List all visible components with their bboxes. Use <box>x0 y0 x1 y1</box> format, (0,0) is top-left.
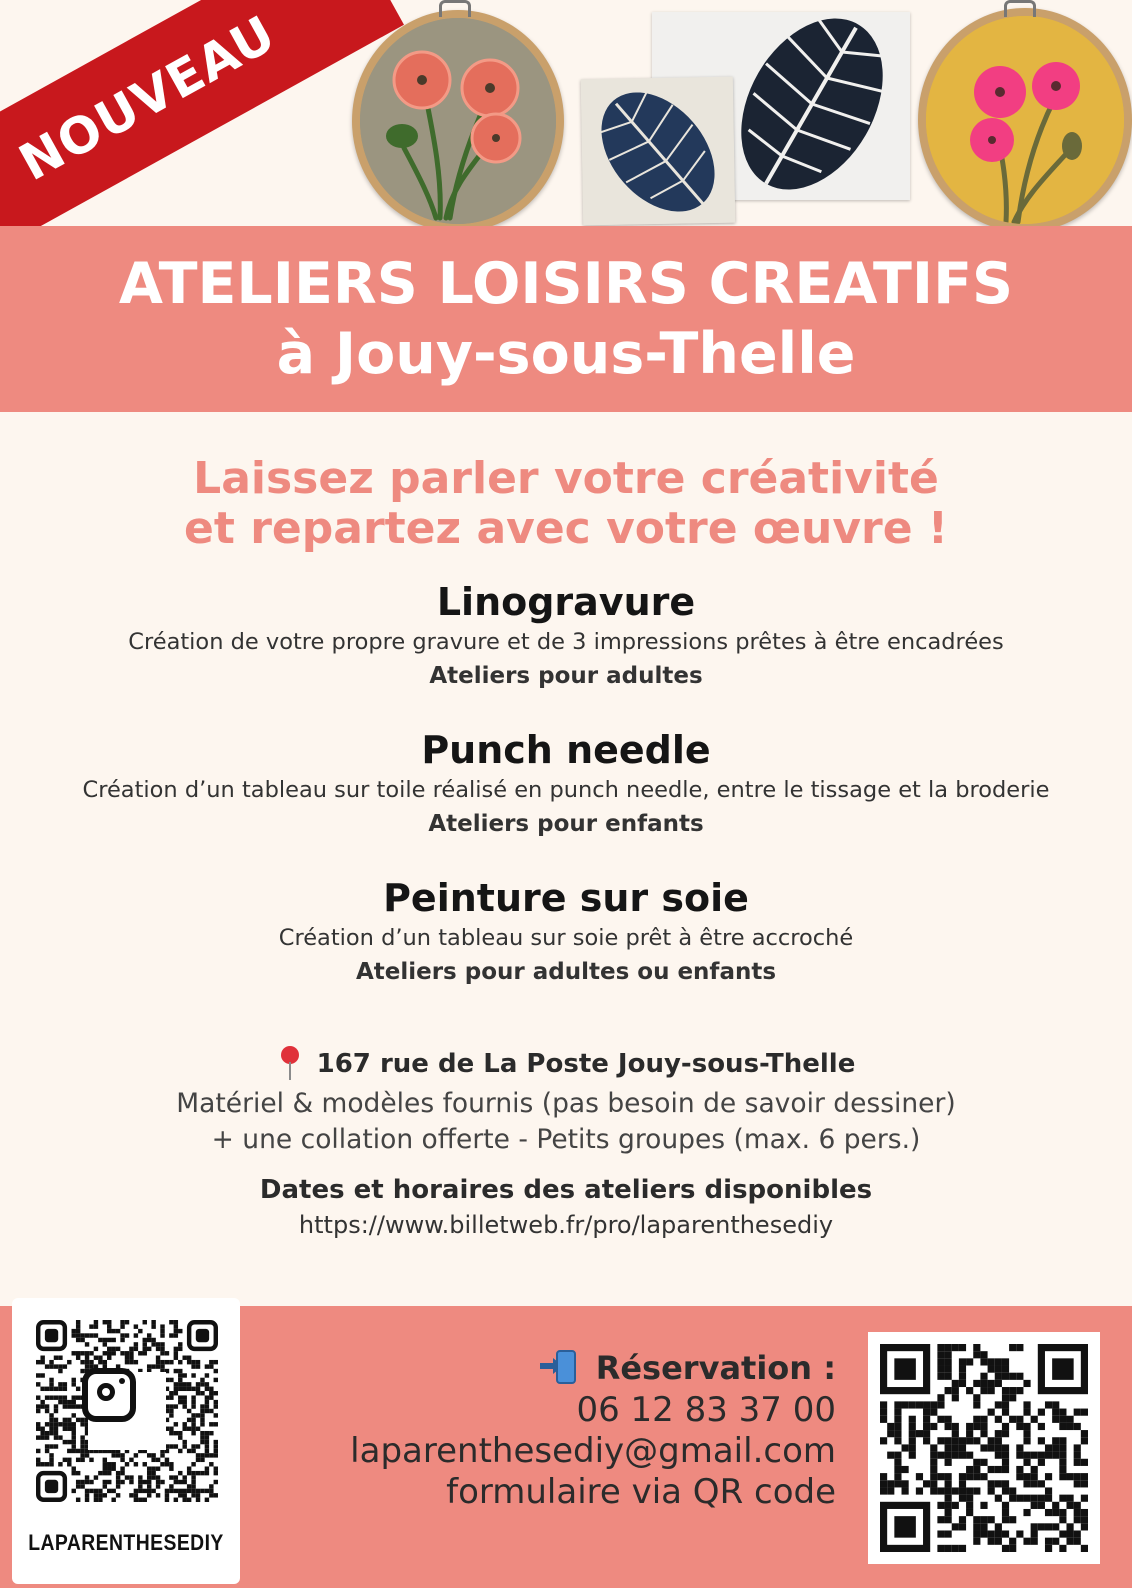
workshop-audience: Ateliers pour adultes ou enfants <box>355 959 777 985</box>
workshop-title: Linogravure <box>436 580 696 624</box>
workshop-description: Création de votre propre gravure et de 3 impressions prêtes à être encadrées <box>128 629 1004 655</box>
workshop-audience: Ateliers pour adultes <box>429 663 703 689</box>
workshop-description: Création d’un tableau sur soie prêt à être accroché <box>278 925 854 951</box>
booking-url-link[interactable]: https://www.billetweb.fr/pro/laparenthesediy <box>298 1211 834 1239</box>
booking-form-qr-card[interactable] <box>868 1332 1100 1564</box>
reservation-title-row <box>350 1346 836 1390</box>
group-info: + une collation offerte - Petits groupes (max. 6 pers.) <box>211 1124 921 1155</box>
hoop-hanger-icon <box>1004 0 1036 17</box>
workshop-audience: Ateliers pour enfants <box>428 811 704 837</box>
title-banner <box>0 226 1132 412</box>
materials-info: Matériel & modèles fournis (pas besoin de savoir dessiner) <box>176 1088 956 1119</box>
workshop-silk-painting <box>0 874 1132 990</box>
workshop-punch-needle <box>0 726 1132 842</box>
workshop-title: Peinture sur soie <box>383 876 749 920</box>
reservation-title: Réservation : <box>595 1349 836 1387</box>
address: 167 rue de La Poste Jouy-sous-Thelle <box>316 1049 856 1079</box>
hoop-hanger-icon <box>439 0 471 17</box>
silk-painting-poppies-photo <box>918 8 1132 232</box>
booking-form-qr-code[interactable] <box>880 1344 1088 1552</box>
address-row <box>0 1046 1132 1082</box>
instagram-card[interactable] <box>12 1298 240 1584</box>
reservation-block <box>350 1346 836 1513</box>
instagram-handle: LAPARENTHESEDIY <box>28 1530 224 1555</box>
dates-heading: Dates et horaires des ateliers disponibles <box>259 1175 873 1205</box>
workshop-linogravure <box>0 578 1132 694</box>
workshop-title: Punch needle <box>421 728 711 772</box>
instagram-icon <box>82 1368 136 1422</box>
tagline-line-2: et repartez avec votre œuvre ! <box>184 503 948 554</box>
mobile-phone-arrow-icon <box>540 1350 580 1386</box>
form-via-qr-note: formulaire via QR code <box>446 1472 836 1512</box>
page-title: ATELIERS LOISIRS CREATIFS <box>118 251 1014 317</box>
photo-strip <box>0 0 1132 228</box>
phone-number[interactable]: 06 12 83 37 00 <box>576 1390 836 1430</box>
small-leaf-linocut-block <box>581 77 736 226</box>
main-content <box>0 412 1132 1242</box>
page-subtitle-location: à Jouy-sous-Thelle <box>276 321 856 387</box>
map-pin-icon <box>277 1046 303 1082</box>
workshop-description: Création d’un tableau sur toile réalisé en punch needle, entre le tissage et la broderie <box>82 777 1050 803</box>
email-address[interactable]: laparenthesediy@gmail.com <box>350 1431 836 1471</box>
new-ribbon-label: NOUVEAU <box>9 4 286 193</box>
poppy-embroidery-photo <box>352 10 564 232</box>
tagline-line-1: Laissez parler votre créativité <box>193 453 939 504</box>
